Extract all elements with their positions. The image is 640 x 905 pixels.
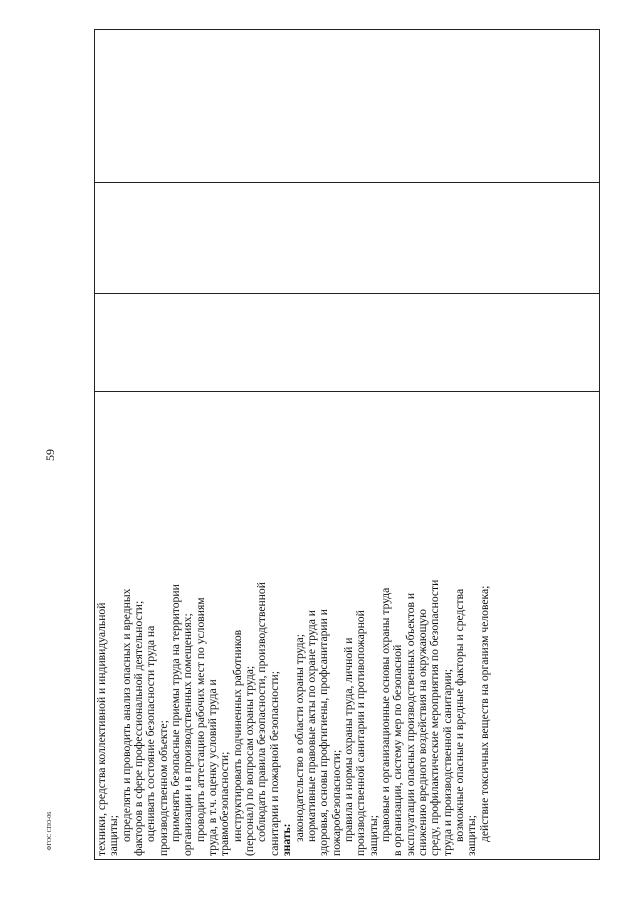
content-line: пожаробезопасности; xyxy=(329,749,343,856)
content-line: снижению вредного воздействия на окружающую xyxy=(415,609,429,856)
content-line: правила и нормы охраны труда, личной и xyxy=(341,637,355,842)
empty-cell xyxy=(95,294,600,392)
content-line: действие токсичных веществ на организм человека; xyxy=(477,585,491,842)
content-line: производственном объекте; xyxy=(156,720,170,856)
content-line: организации и в производственных помещениях; xyxy=(181,613,195,856)
content-line: проводить аттестацию рабочих мест по условиям xyxy=(193,597,207,842)
content-line: защиты; xyxy=(465,815,479,856)
content-line: правовые и организационные основы охраны труда xyxy=(378,587,392,842)
page-number: 59 xyxy=(43,449,57,461)
content-line: защиты; xyxy=(107,815,121,856)
content-line: факторов в сфере профессиональной деятельности; xyxy=(132,600,146,856)
content-line: здоровья, основы профгигиены, профсанитарии и xyxy=(317,609,331,856)
content-line: возможные опасные и вредные факторы и средства xyxy=(452,588,466,842)
content-heading-know: знать: xyxy=(280,823,294,856)
content-line: применять безопасные приемы труда на территории xyxy=(169,584,183,842)
content-line: оценивать состояние безопасности труда на xyxy=(144,625,158,842)
empty-cell xyxy=(95,30,600,183)
content-line: определять и проводить анализ опасных и вредных xyxy=(119,588,133,842)
content-cell xyxy=(95,392,600,860)
content-line: защиты; xyxy=(366,815,380,856)
content-line: санитарии и пожарной безопасности; xyxy=(267,671,281,856)
content-line: (персонал) по вопросам охраны труда; xyxy=(243,665,257,856)
curriculum-table xyxy=(94,34,600,860)
content-line: инструктировать подчиненных работников xyxy=(230,629,244,842)
content-line: травмобезопасности; xyxy=(218,751,232,856)
content-line: в организации, систему мер по безопасной xyxy=(391,644,405,856)
content-line: эксплуатации опасных производственных объектов и xyxy=(403,592,417,856)
content-text xyxy=(95,392,492,859)
content-line: производственной санитарии и противопожарной xyxy=(354,610,368,856)
footer-standard-code: ФГОС СПО-06 xyxy=(47,811,53,851)
content-line: труда и производственной санитарии; xyxy=(440,669,454,856)
content-line: законодательство в области охраны труда; xyxy=(292,634,306,842)
content-line: техники, средства коллективной и индивидуальной xyxy=(95,602,108,856)
content-line: труда, в т.ч. оценку условий труда и xyxy=(206,679,220,856)
content-line: нормативные правовые акты по охране труда и xyxy=(304,610,318,842)
content-line: соблюдать правила безопасности, производственной xyxy=(255,582,269,842)
empty-cell xyxy=(95,183,600,294)
content-line: среду, профилактические мероприятия по безопасности xyxy=(428,579,442,856)
